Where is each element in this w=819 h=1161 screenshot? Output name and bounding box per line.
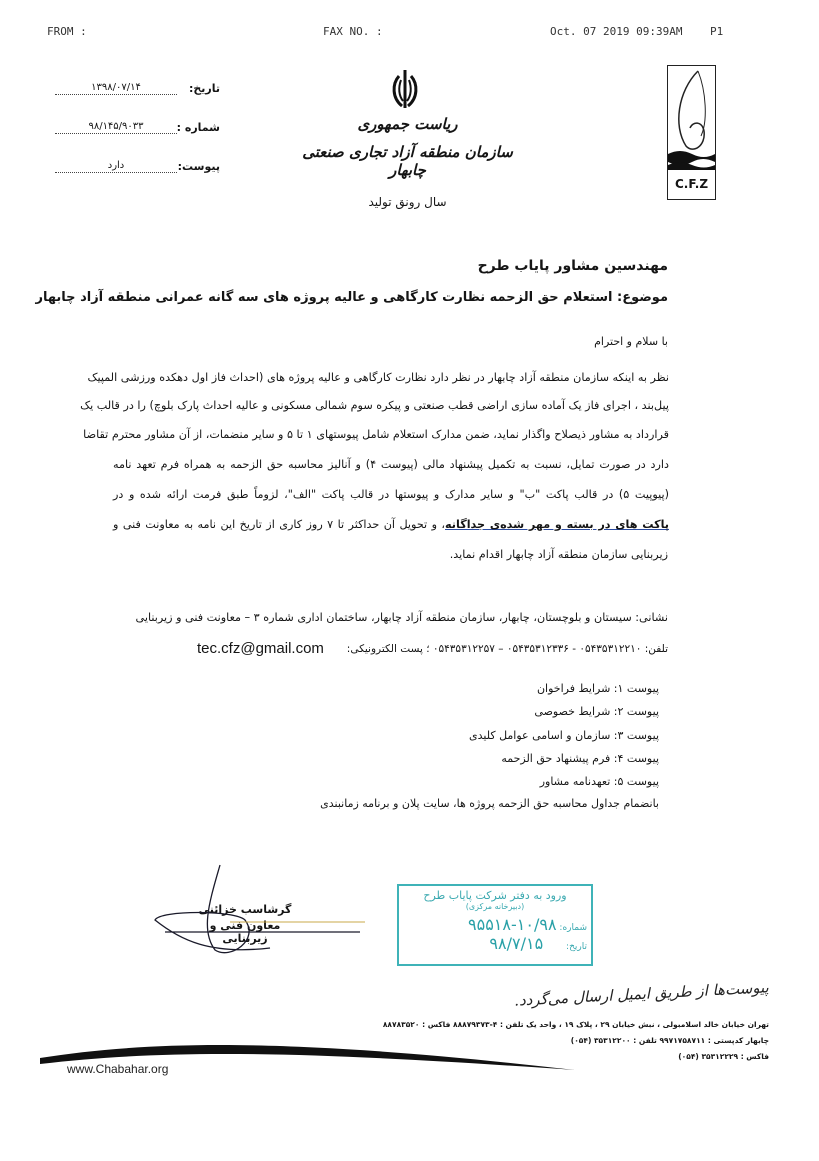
attachment-label: پیوست:: [177, 160, 220, 173]
attachment-field: [55, 160, 220, 180]
signature-scribble: [150, 860, 370, 970]
number-field: [55, 121, 220, 141]
date-field: [55, 82, 220, 102]
attachment-item: پیوست ۵: تعهدنامه مشاور: [539, 775, 659, 788]
stamp-subtitle: (دبیرخانه مرکزی): [465, 902, 525, 911]
greeting: با سلام و احترام: [594, 335, 668, 348]
attachment-item: پیوست ۳: سازمان و اسامی عوامل کلیدی: [469, 729, 659, 742]
footer-fax: فاکس : ۳۵۳۱۲۲۲۹ (۰۵۴): [678, 1052, 769, 1061]
subject: موضوع: استعلام حق الزحمه نظارت کارگاهی و عالیه پروژه های سه گانه عمرانی منطقه آزاد چابهار: [35, 290, 668, 305]
body-line: پیل‌بند ، اجرای فاز یک آماده سازی اراضی قطب صنعتی و پیکره سوم شمالی مسکونی و عالیه احداث پارک بلوچ) را در قالب یک: [80, 399, 669, 412]
website-link[interactable]: www.Chabahar.org: [67, 1062, 169, 1076]
fax-from-label: FROM :: [47, 25, 87, 38]
date-value: ۱۳۹۸/۰۷/۱۴: [55, 82, 177, 95]
attachment-item: پیوست ۱: شرایط فراخوان: [536, 682, 659, 695]
presidency-title: ریاست جمهوری: [357, 115, 458, 133]
signatory-name: گرشاسب خزائنی: [198, 903, 292, 916]
stamp-number-label: شماره:: [559, 923, 587, 933]
stamp-date-label: تاریخ:: [566, 942, 587, 952]
underlined-phrase: پاکت های در بسته و مهر شده‌ی جداگانه: [445, 518, 669, 531]
number-label: شماره :: [176, 121, 220, 134]
fax-timestamp: Oct. 07 2019 09:39AM: [550, 25, 683, 38]
addressee: مهندسین مشاور پایاب طرح: [477, 258, 668, 274]
attachment-item: پیوست ۲: شرایط خصوصی: [534, 705, 659, 718]
handwritten-note: پیوست‌ها از طریق ایمیل ارسال می‌گردد.: [513, 978, 770, 1010]
stamp-number: ۱۰/۹۸-۹۵۵۱۸: [468, 915, 557, 934]
email-link[interactable]: tec.cfz@gmail.com: [197, 640, 324, 657]
stamp-date: ۹۸/۷/۱۵: [489, 934, 544, 953]
body-line: قرارداد به مشاور ذیصلاح واگذار نماید، ضمن مدارک استعلام شامل پیوستهای ۱ تا ۵ و سایر منضمات، از آن مشاور محترم تقاضا: [83, 428, 669, 441]
address-line: نشانی: سیستان و بلوچستان، چابهار، سازمان منطقه آزاد چابهار، ساختمان اداری شماره ۳ – معاونت فنی و زیربنایی: [135, 611, 668, 624]
signatory-title: معاون فنی و زیربنایی: [209, 919, 281, 945]
body-line: دارد در صورت تمایل، نسبت به تکمیل پیشنهاد مالی (پیوست ۴) و آنالیز محاسبه حق الزحمه به همراه فرم تعهد نامه: [113, 458, 669, 471]
organization-name: سازمان منطقه آزاد تجاری صنعتی چابهار: [302, 143, 513, 179]
attachment-item: بانضمام جداول محاسبه حق الزحمه پروژه ها، سایت پلان و برنامه زمانبندی: [320, 797, 659, 810]
stamp-title: ورود به دفتر شرکت پایاب طرح: [423, 889, 567, 902]
cfz-logo: [667, 65, 716, 200]
cfz-logo-text: C.F.Z: [674, 177, 709, 191]
body-line: [113, 518, 669, 531]
footer-address-tehran: تهران خیابان خالد اسلامبولی ، نبش خیابان ۲۹ ، پلاک ۱۹ ، واحد یک تلفن : ۴-۸۸۸۷۹۳۷۳ فاکس : ۸۸۷۸۳۵۲۰: [382, 1020, 769, 1029]
body-line: (پیوپیت ۵) در قالب پاکت "ب" و سایر مدارک و پیوستها در قالب پاکت "الف"، لزوماً طبق فرمت ارائه شده و در: [113, 488, 669, 501]
fax-number-label: FAX NO. :: [323, 25, 383, 38]
body-line: نظر به اینکه سازمان منطقه آزاد چابهار در نظر دارد نظارت کارگاهی و عالیه پروژه های (احداث فاز اول دهکده ورزشی المپیک: [87, 371, 669, 384]
cfz-logo-icon: [668, 66, 715, 171]
iran-emblem-icon: [390, 68, 420, 110]
phone-line: تلفن: ۰۵۴۳۵۳۱۲۲۱۰ - ۰۵۴۳۵۳۱۲۳۳۶ – ۰۵۴۳۵۳۱۲۲۵۷ ؛ پست الکترونیکی:: [346, 643, 668, 655]
number-value: ۹۸/۱۴۵/۹۰۳۳: [55, 121, 177, 134]
body-line: زیربنایی سازمان منطقه آزاد چابهار اقدام نماید.: [449, 548, 668, 561]
attachment-item: پیوست ۴: فرم پیشنهاد حق الزحمه: [501, 752, 659, 765]
fax-page: P1: [710, 25, 724, 38]
attachment-value: دارد: [55, 160, 177, 173]
body-text: ، و تحویل آن حداکثر تا ۷ روز کاری از تاریخ این نامه به معاونت فنی و: [113, 518, 446, 531]
year-slogan: سال رونق تولید: [368, 195, 447, 209]
date-label: تاریخ:: [188, 82, 220, 95]
received-stamp: [397, 884, 593, 966]
footer-address-chabahar: چابهار کدپستی : ۹۹۷۱۷۵۸۷۱۱ تلفن : ۳۵۳۱۲۲۰۰ (۰۵۴): [570, 1036, 769, 1045]
